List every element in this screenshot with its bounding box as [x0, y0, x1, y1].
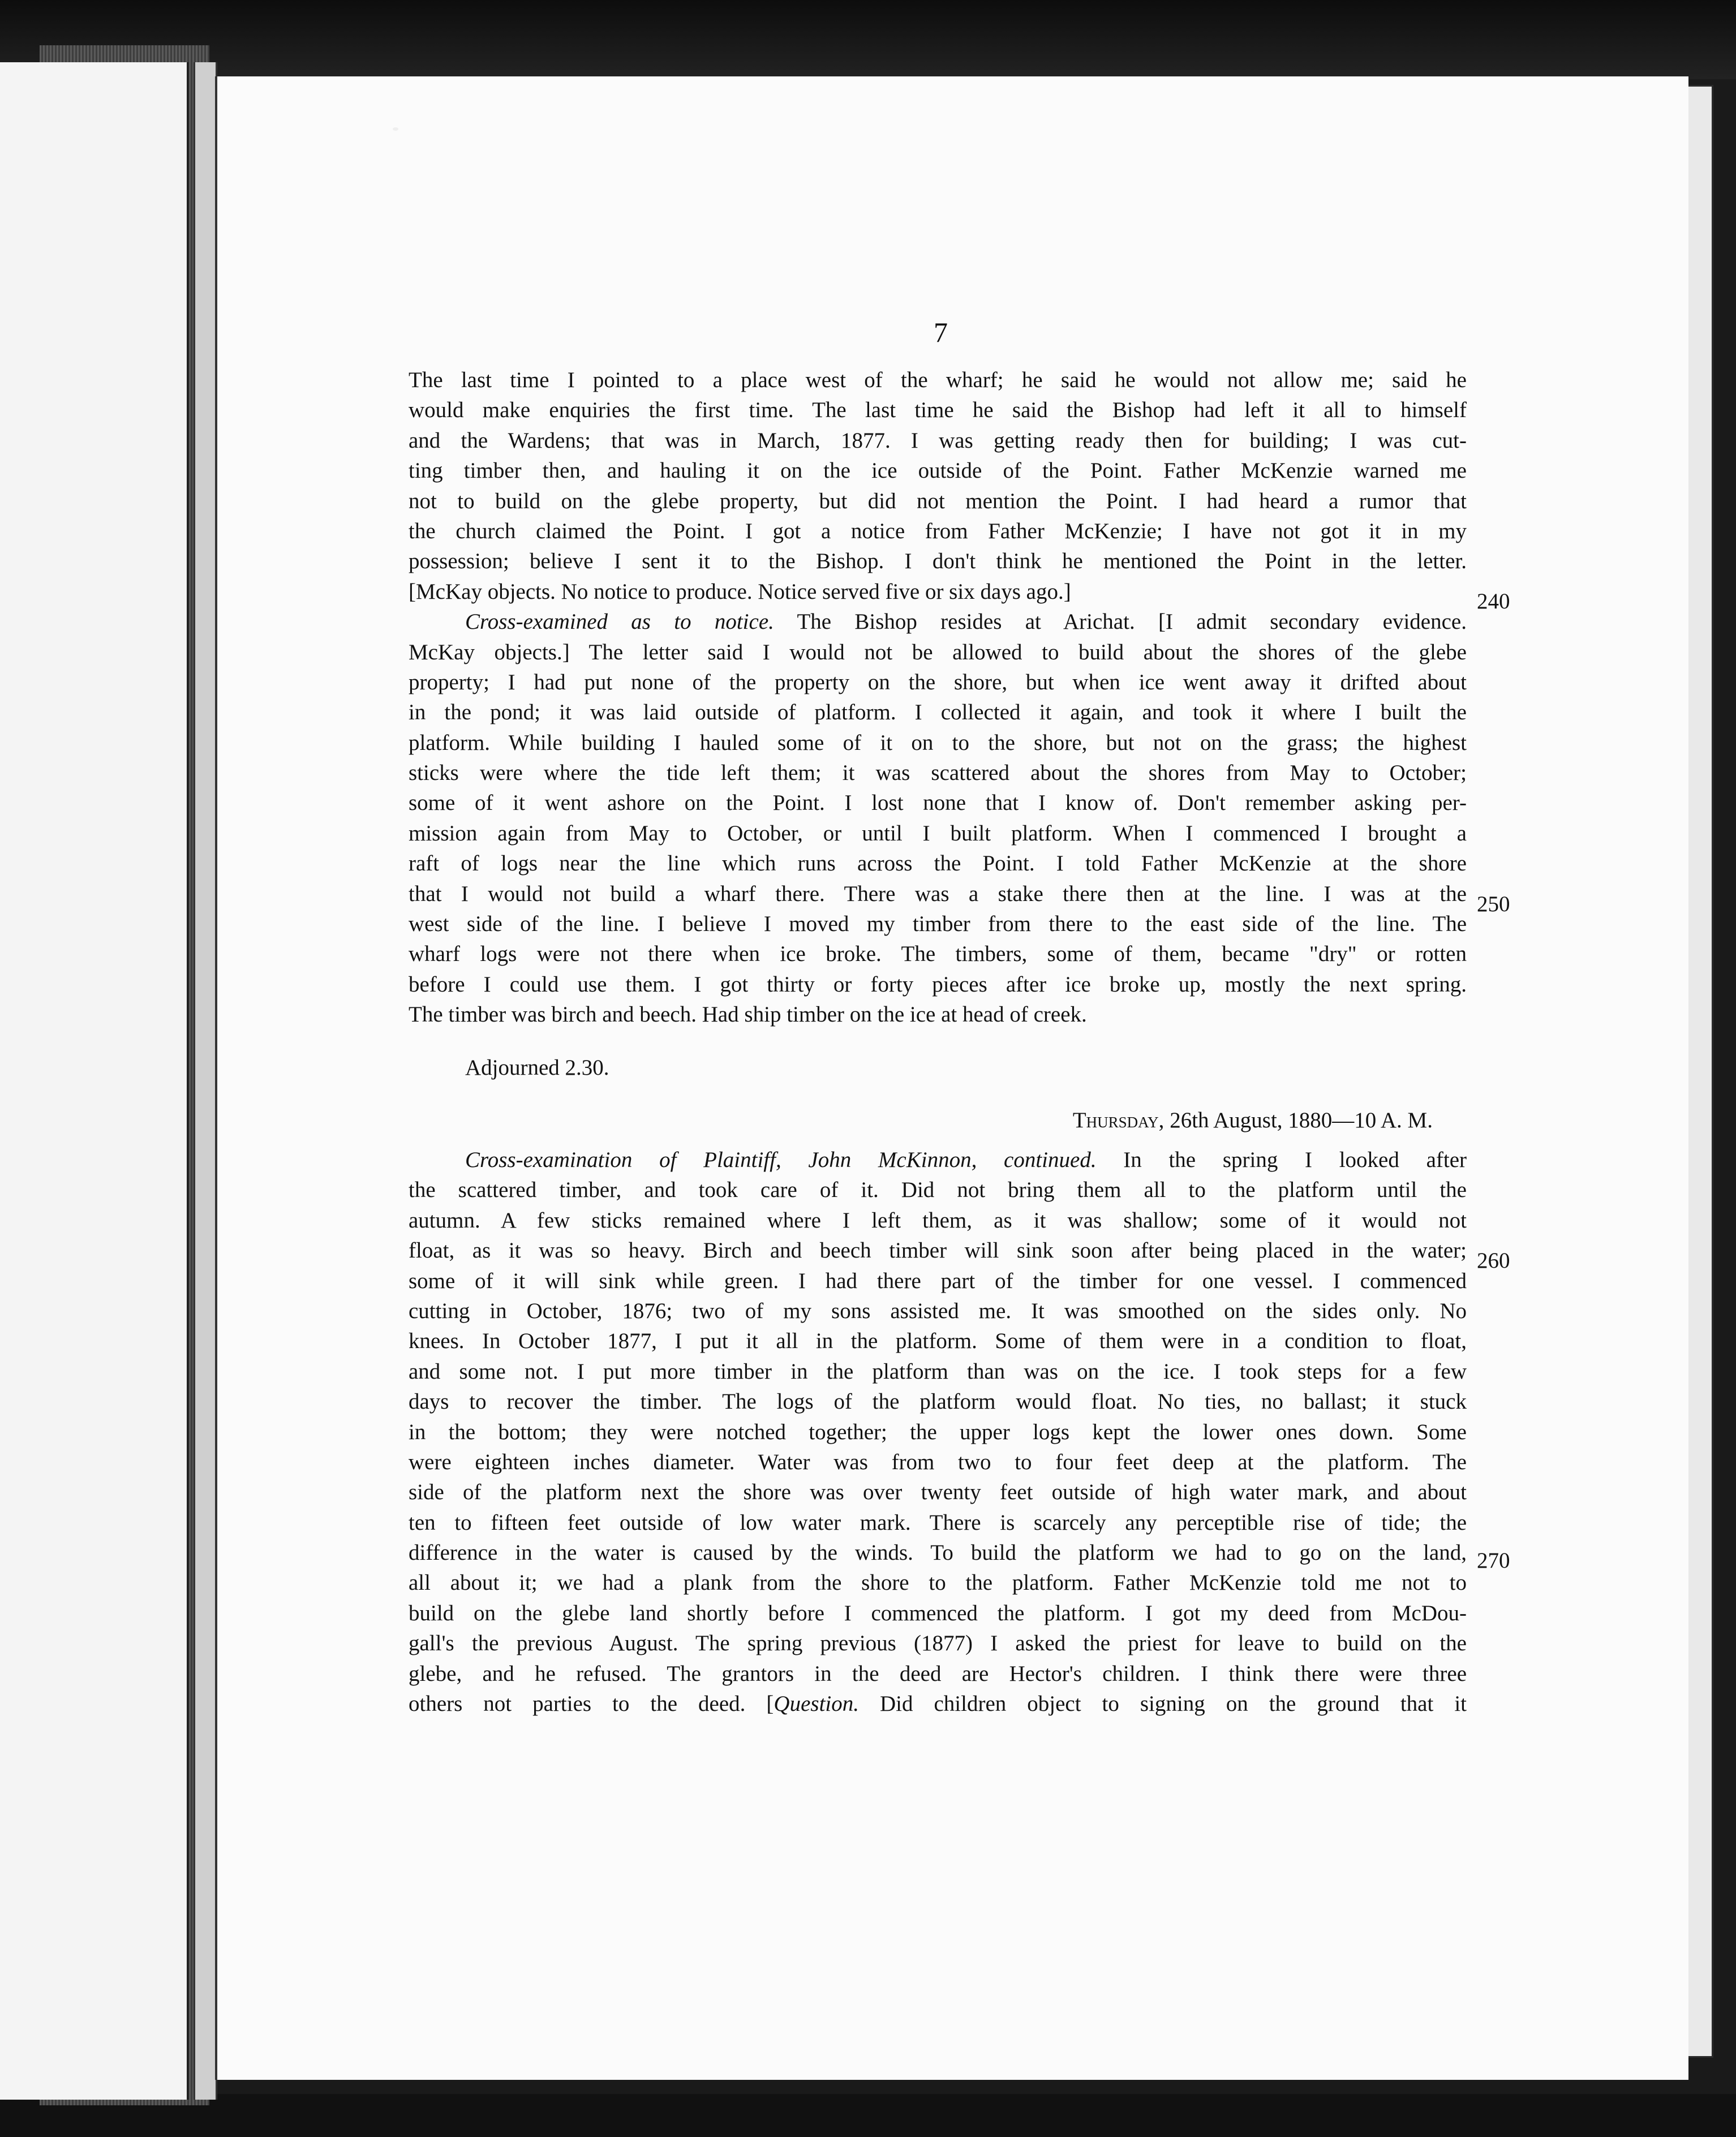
session-dateline	[409, 1105, 1467, 1145]
line-number-240: 240	[1477, 589, 1510, 613]
text-line: glebe, and he refused. The grantors in the deed are Hector's children. I think there were three	[409, 1661, 1467, 1686]
text-run: others not parties to the deed. [	[409, 1692, 774, 1717]
italic-question: Question.	[774, 1692, 859, 1717]
text-line: sticks were where the tide left them; it was scattered about the shores from May to October;	[409, 761, 1467, 786]
text-line: build on the glebe land shortly before I commenced the platform. I got my deed from McDou-	[409, 1600, 1467, 1625]
text-line: side of the platform next the shore was over twenty feet outside of high water mark, and about	[409, 1480, 1467, 1505]
text-line: autumn. A few sticks remained where I left them, as it was shallow; some of it would not	[409, 1208, 1467, 1233]
text-line: were eighteen inches diameter. Water was from two to four feet deep at the platform. The	[409, 1449, 1467, 1474]
left-page-edge	[0, 62, 189, 2100]
text-line: and the Wardens; that was in March, 1877. I was getting ready then for building; I was cut-	[409, 428, 1467, 453]
text-line: difference in the water is caused by the winds. To build the platform we had to go on the land,	[409, 1540, 1467, 1565]
text-line: gall's the previous August. The spring previous (1877) I asked the priest for leave to build on the	[409, 1631, 1467, 1656]
dateline-day: Thursday,	[1072, 1108, 1165, 1132]
text-line: platform. While building I hauled some of it on to the shore, but not on the grass; the highest	[409, 730, 1467, 755]
text-line: property; I had put none of the property on the shore, but when ice went away it drifted about	[409, 670, 1467, 694]
text-run: The Bishop resides at Arichat. [I admit secondary evidence.	[774, 610, 1467, 634]
text-line: raft of logs near the line which runs across the Point. I told Father McKenzie at the shore	[409, 851, 1467, 876]
scanner-background-top	[0, 0, 1736, 79]
text-line: and some not. I put more timber in the platform than was on the ice. I took steps for a few	[409, 1359, 1467, 1384]
text-run: In the spring I looked after	[1096, 1147, 1467, 1172]
text-line: not to build on the glebe property, but did not mention the Point. I had heard a rumor that	[409, 488, 1467, 513]
text-line: ten to fifteen feet outside of low water mark. There is scarcely any perceptible rise of tide; the	[409, 1510, 1467, 1535]
text-line: possession; believe I sent it to the Bishop. I don't think he mentioned the Point in the letter.	[409, 549, 1467, 574]
text-line: the scattered timber, and took care of it. Did not bring them all to the platform until the	[409, 1178, 1467, 1203]
text-line: [McKay objects. No notice to produce. Notice served five or six days ago.]	[409, 579, 1071, 604]
line-number-250: 250	[1477, 892, 1510, 916]
body-text	[409, 365, 1467, 1719]
text-line: some of it will sink while green. I had there part of the timber for one vessel. I commenced	[409, 1268, 1467, 1293]
text-line: McKay objects.] The letter said I would not be allowed to build about the shores of the glebe	[409, 640, 1467, 664]
text-line	[409, 607, 1467, 637]
text-line: float, as it was so heavy. Birch and beech timber will sink soon after being placed in the water;	[409, 1238, 1467, 1263]
italic-lead: Cross-examined as to notice.	[465, 610, 774, 634]
text-line: would make enquiries the first time. The last time he said the Bishop had left it all to himself	[409, 398, 1467, 423]
page-number: 7	[934, 316, 948, 348]
text-line: cutting in October, 1876; two of my sons assisted me. It was smoothed on the sides only. No	[409, 1298, 1467, 1323]
text-line: The timber was birch and beech. Had ship timber on the ice at head of creek.	[409, 1002, 1087, 1027]
spacer	[409, 1030, 1467, 1053]
spacer	[409, 1083, 1467, 1105]
text-line	[409, 1689, 1467, 1719]
text-line: days to recover the timber. The logs of the platform would float. No ties, no ballast; it stuck	[409, 1389, 1467, 1414]
text-line	[409, 1145, 1467, 1175]
text-line: that I would not build a wharf there. There was a stake there then at the line. I was at the	[409, 881, 1467, 906]
italic-lead: Cross-examination of Plaintiff, John McKinnon, continued.	[465, 1147, 1097, 1172]
line-number-260: 260	[1477, 1248, 1510, 1273]
text-line: wharf logs were not there when ice broke. The timbers, some of them, became "dry" or rotten	[409, 942, 1467, 967]
text-line: all about it; we had a plank from the shore to the platform. Father McKenzie told me not to	[409, 1570, 1467, 1595]
scan-speck	[393, 127, 398, 131]
text-line: west side of the line. I believe I moved my timber from there to the east side of the line. The	[409, 912, 1467, 937]
text-line: mission again from May to October, or until I built platform. When I commenced I brought a	[409, 821, 1467, 846]
text-line: The last time I pointed to a place west of the wharf; he said he would not allow me; said he	[409, 368, 1467, 392]
text-line: some of it went ashore on the Point. I lost none that I know of. Don't remember asking per-	[409, 791, 1467, 816]
book-spine	[194, 62, 217, 2100]
text-line: ting timber then, and hauling it on the ice outside of the Point. Father McKenzie warned me	[409, 458, 1467, 483]
text-line: the church claimed the Point. I got a notice from Father McKenzie; I have not got it in my	[409, 518, 1467, 543]
text-line: in the pond; it was laid outside of platform. I collected it again, and took it where I built the	[409, 700, 1467, 725]
scanner-background-bottom	[0, 2094, 1736, 2137]
text-line: knees. In October 1877, I put it all in the platform. Some of them were in a condition to float,	[409, 1329, 1467, 1354]
text-line: in the bottom; they were notched together; the upper logs kept the lower ones down. Some	[409, 1419, 1467, 1444]
text-run: Did children object to signing on the ground that it	[859, 1692, 1467, 1717]
line-number-270: 270	[1477, 1548, 1510, 1573]
dateline-rest: 26th August, 1880—10 A. M.	[1164, 1108, 1433, 1132]
adjourned-note: Adjourned 2.30.	[465, 1055, 609, 1080]
text-line: before I could use them. I got thirty or forty pieces after ice broke up, mostly the next spring.	[409, 972, 1467, 997]
